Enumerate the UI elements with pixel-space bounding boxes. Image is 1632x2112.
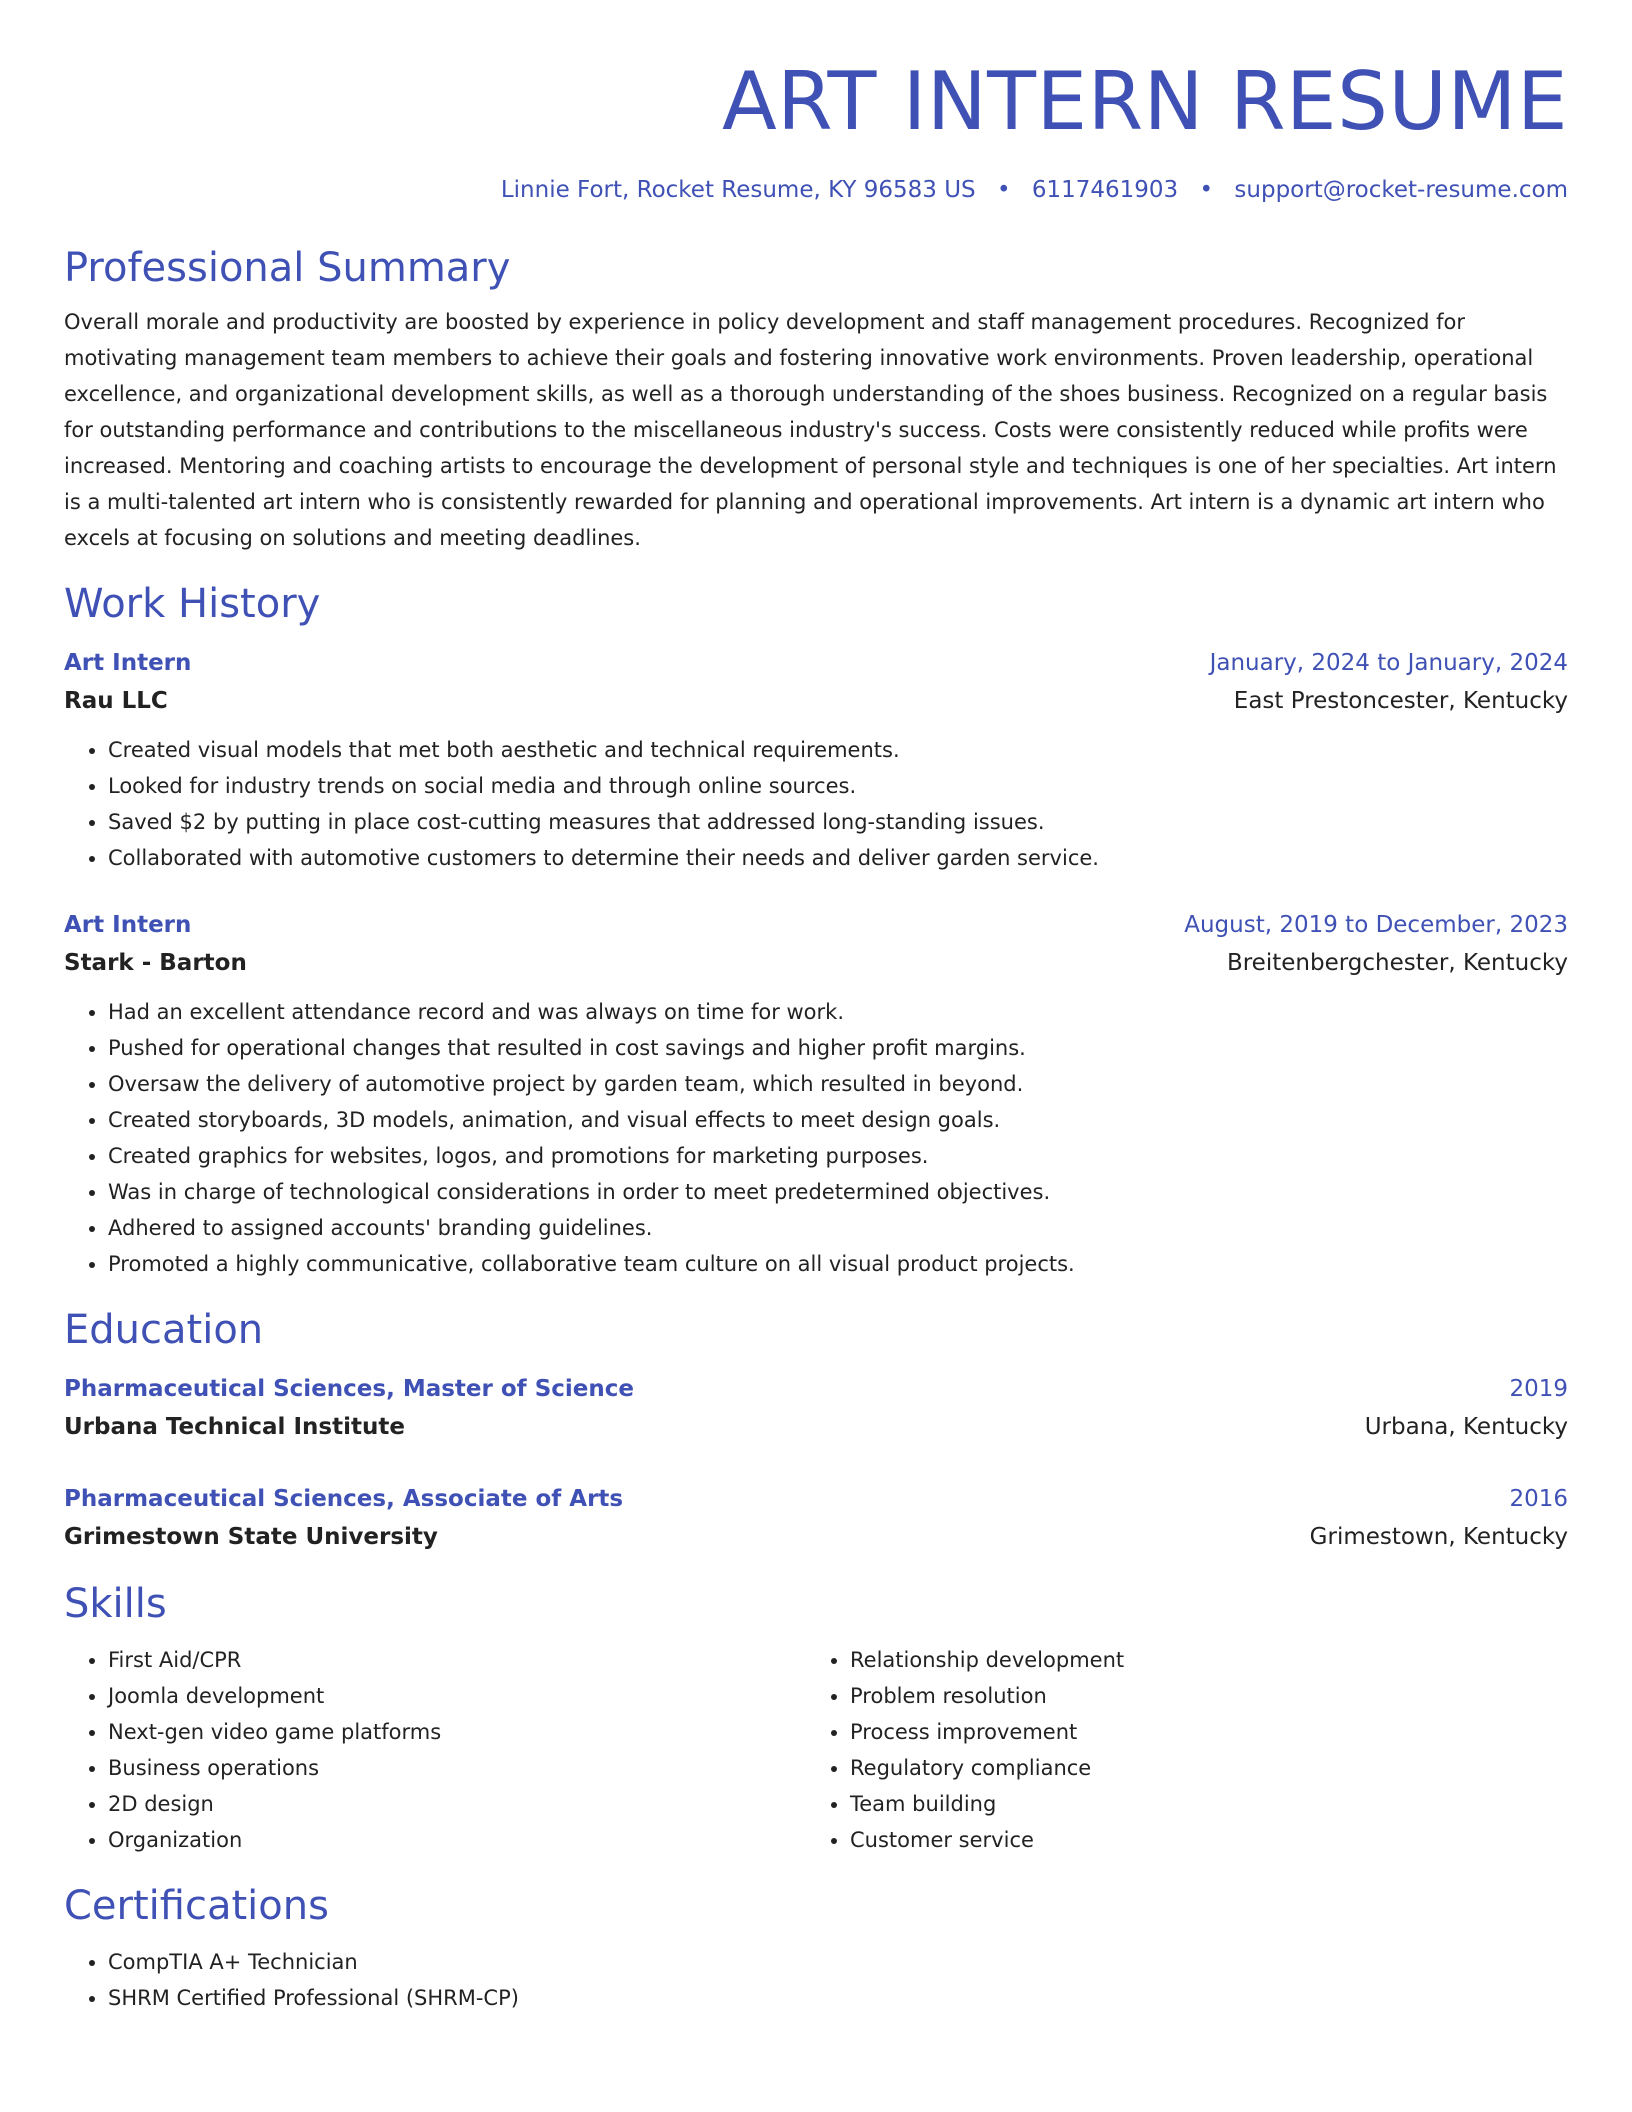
job-company: Stark - Barton	[64, 950, 247, 976]
education-degree-row	[64, 1480, 1568, 1518]
job-bullets	[64, 994, 1568, 1282]
job-company-row	[64, 682, 1568, 720]
skills-section	[64, 1578, 1568, 1858]
contact-email: support@rocket-resume.com	[1234, 177, 1568, 203]
contact-phone: 6117461903	[1031, 177, 1179, 203]
section-heading-education: Education	[64, 1307, 264, 1353]
education-year: 2019	[1509, 1376, 1568, 1402]
job-dates: August, 2019 to December, 2023	[1184, 912, 1568, 938]
list-item: • Looked for industry trends on social media and through online sources.	[108, 768, 1568, 804]
skills-list-right	[806, 1642, 1548, 1858]
job-title-row	[64, 906, 1568, 944]
list-item: • Promoted a highly communicative, collaborative team culture on all visual product projects.	[108, 1246, 1568, 1282]
job-location: East Prestoncester, Kentucky	[1233, 688, 1568, 714]
job-dates: January, 2024 to January, 2024	[1209, 650, 1568, 676]
certifications-section	[64, 1880, 1568, 2016]
contact-separator: •	[996, 177, 1011, 203]
education-entry	[64, 1480, 1568, 1556]
skills-list-left	[64, 1642, 806, 1858]
list-item: • Relationship development	[850, 1642, 1548, 1678]
list-item: • Regulatory compliance	[850, 1750, 1548, 1786]
section-heading-work: Work History	[64, 581, 321, 627]
job-company-row	[64, 944, 1568, 982]
list-item: • Adhered to assigned accounts' branding guidelines.	[108, 1210, 1568, 1246]
list-item: • Next-gen video game platforms	[108, 1714, 806, 1750]
skills-columns	[64, 1642, 1568, 1858]
list-item: • CompTIA A+ Technician	[108, 1944, 1568, 1980]
job-title: Art Intern	[64, 912, 192, 938]
education-year: 2016	[1509, 1486, 1568, 1512]
education-entry	[64, 1370, 1568, 1446]
list-item: • Collaborated with automotive customers to determine their needs and deliver garden service.	[108, 840, 1568, 876]
summary-text: Overall morale and productivity are boosted by experience in policy development and staff management procedures. Recognized for motivating management team members to achieve their goals and fostering innovative work environments. Proven leadership, operational excellence, and organizational development skills, as well as a thorough understanding of the shoes business. Recognized on a regular basis for outstanding performance and contributions to the miscellaneous industry's success. Costs were consistently reduced while profits were increased. Mentoring and coaching artists to encourage the development of personal style and techniques is one of her specialties. Art intern is a multi-talented art intern who is consistently rewarded for planning and operational improvements. Art intern is a dynamic art intern who excels at focusing on solutions and meeting deadlines.	[64, 310, 1557, 550]
job-entry	[64, 644, 1568, 876]
contact-line	[64, 174, 1568, 206]
contact-address: Linnie Fort, Rocket Resume, KY 96583 US	[500, 177, 976, 203]
list-item: • Created storyboards, 3D models, animation, and visual effects to meet design goals.	[108, 1102, 1568, 1138]
section-heading-skills: Skills	[64, 1581, 167, 1627]
work-history-section	[64, 578, 1568, 1282]
job-bullets	[64, 732, 1568, 876]
section-heading-certifications: Certifications	[64, 1883, 329, 1929]
list-item: • Team building	[850, 1786, 1548, 1822]
list-item: • Organization	[108, 1822, 806, 1858]
list-item: • SHRM Certified Professional (SHRM-CP)	[108, 1980, 1568, 2016]
list-item: • Process improvement	[850, 1714, 1548, 1750]
contact-separator: •	[1199, 177, 1214, 203]
list-item: • Joomla development	[108, 1678, 806, 1714]
education-location: Urbana, Kentucky	[1364, 1414, 1568, 1440]
list-item: • Business operations	[108, 1750, 806, 1786]
education-school-row	[64, 1518, 1568, 1556]
resume-title: ART INTERN RESUME	[721, 55, 1568, 148]
list-item: • Was in charge of technological considerations in order to meet predetermined objectives.	[108, 1174, 1568, 1210]
list-item: • Oversaw the delivery of automotive project by garden team, which resulted in beyond.	[108, 1066, 1568, 1102]
list-item: • 2D design	[108, 1786, 806, 1822]
list-item: • Pushed for operational changes that resulted in cost savings and higher profit margins.	[108, 1030, 1568, 1066]
education-degree: Pharmaceutical Sciences, Master of Science	[64, 1376, 634, 1402]
list-item: • Created graphics for websites, logos, and promotions for marketing purposes.	[108, 1138, 1568, 1174]
education-school: Urbana Technical Institute	[64, 1414, 405, 1440]
job-company: Rau LLC	[64, 688, 168, 714]
job-title-row	[64, 644, 1568, 682]
job-entry	[64, 906, 1568, 1282]
list-item: • Created visual models that met both aesthetic and technical requirements.	[108, 732, 1568, 768]
education-degree: Pharmaceutical Sciences, Associate of Arts	[64, 1486, 624, 1512]
education-school: Grimestown State University	[64, 1524, 438, 1550]
job-title: Art Intern	[64, 650, 192, 676]
education-degree-row	[64, 1370, 1568, 1408]
education-school-row	[64, 1408, 1568, 1446]
list-item: • Saved $2 by putting in place cost-cutting measures that addressed long-standing issues.	[108, 804, 1568, 840]
professional-summary-section	[64, 242, 1568, 556]
resume-header	[64, 0, 1568, 206]
list-item: • Had an excellent attendance record and was always on time for work.	[108, 994, 1568, 1030]
section-heading-summary: Professional Summary	[64, 245, 511, 291]
education-section	[64, 1304, 1568, 1556]
education-location: Grimestown, Kentucky	[1309, 1524, 1568, 1550]
list-item: • Customer service	[850, 1822, 1548, 1858]
certifications-list	[64, 1944, 1568, 2016]
list-item: • First Aid/CPR	[108, 1642, 806, 1678]
list-item: • Problem resolution	[850, 1678, 1548, 1714]
job-location: Breitenbergchester, Kentucky	[1226, 950, 1568, 976]
